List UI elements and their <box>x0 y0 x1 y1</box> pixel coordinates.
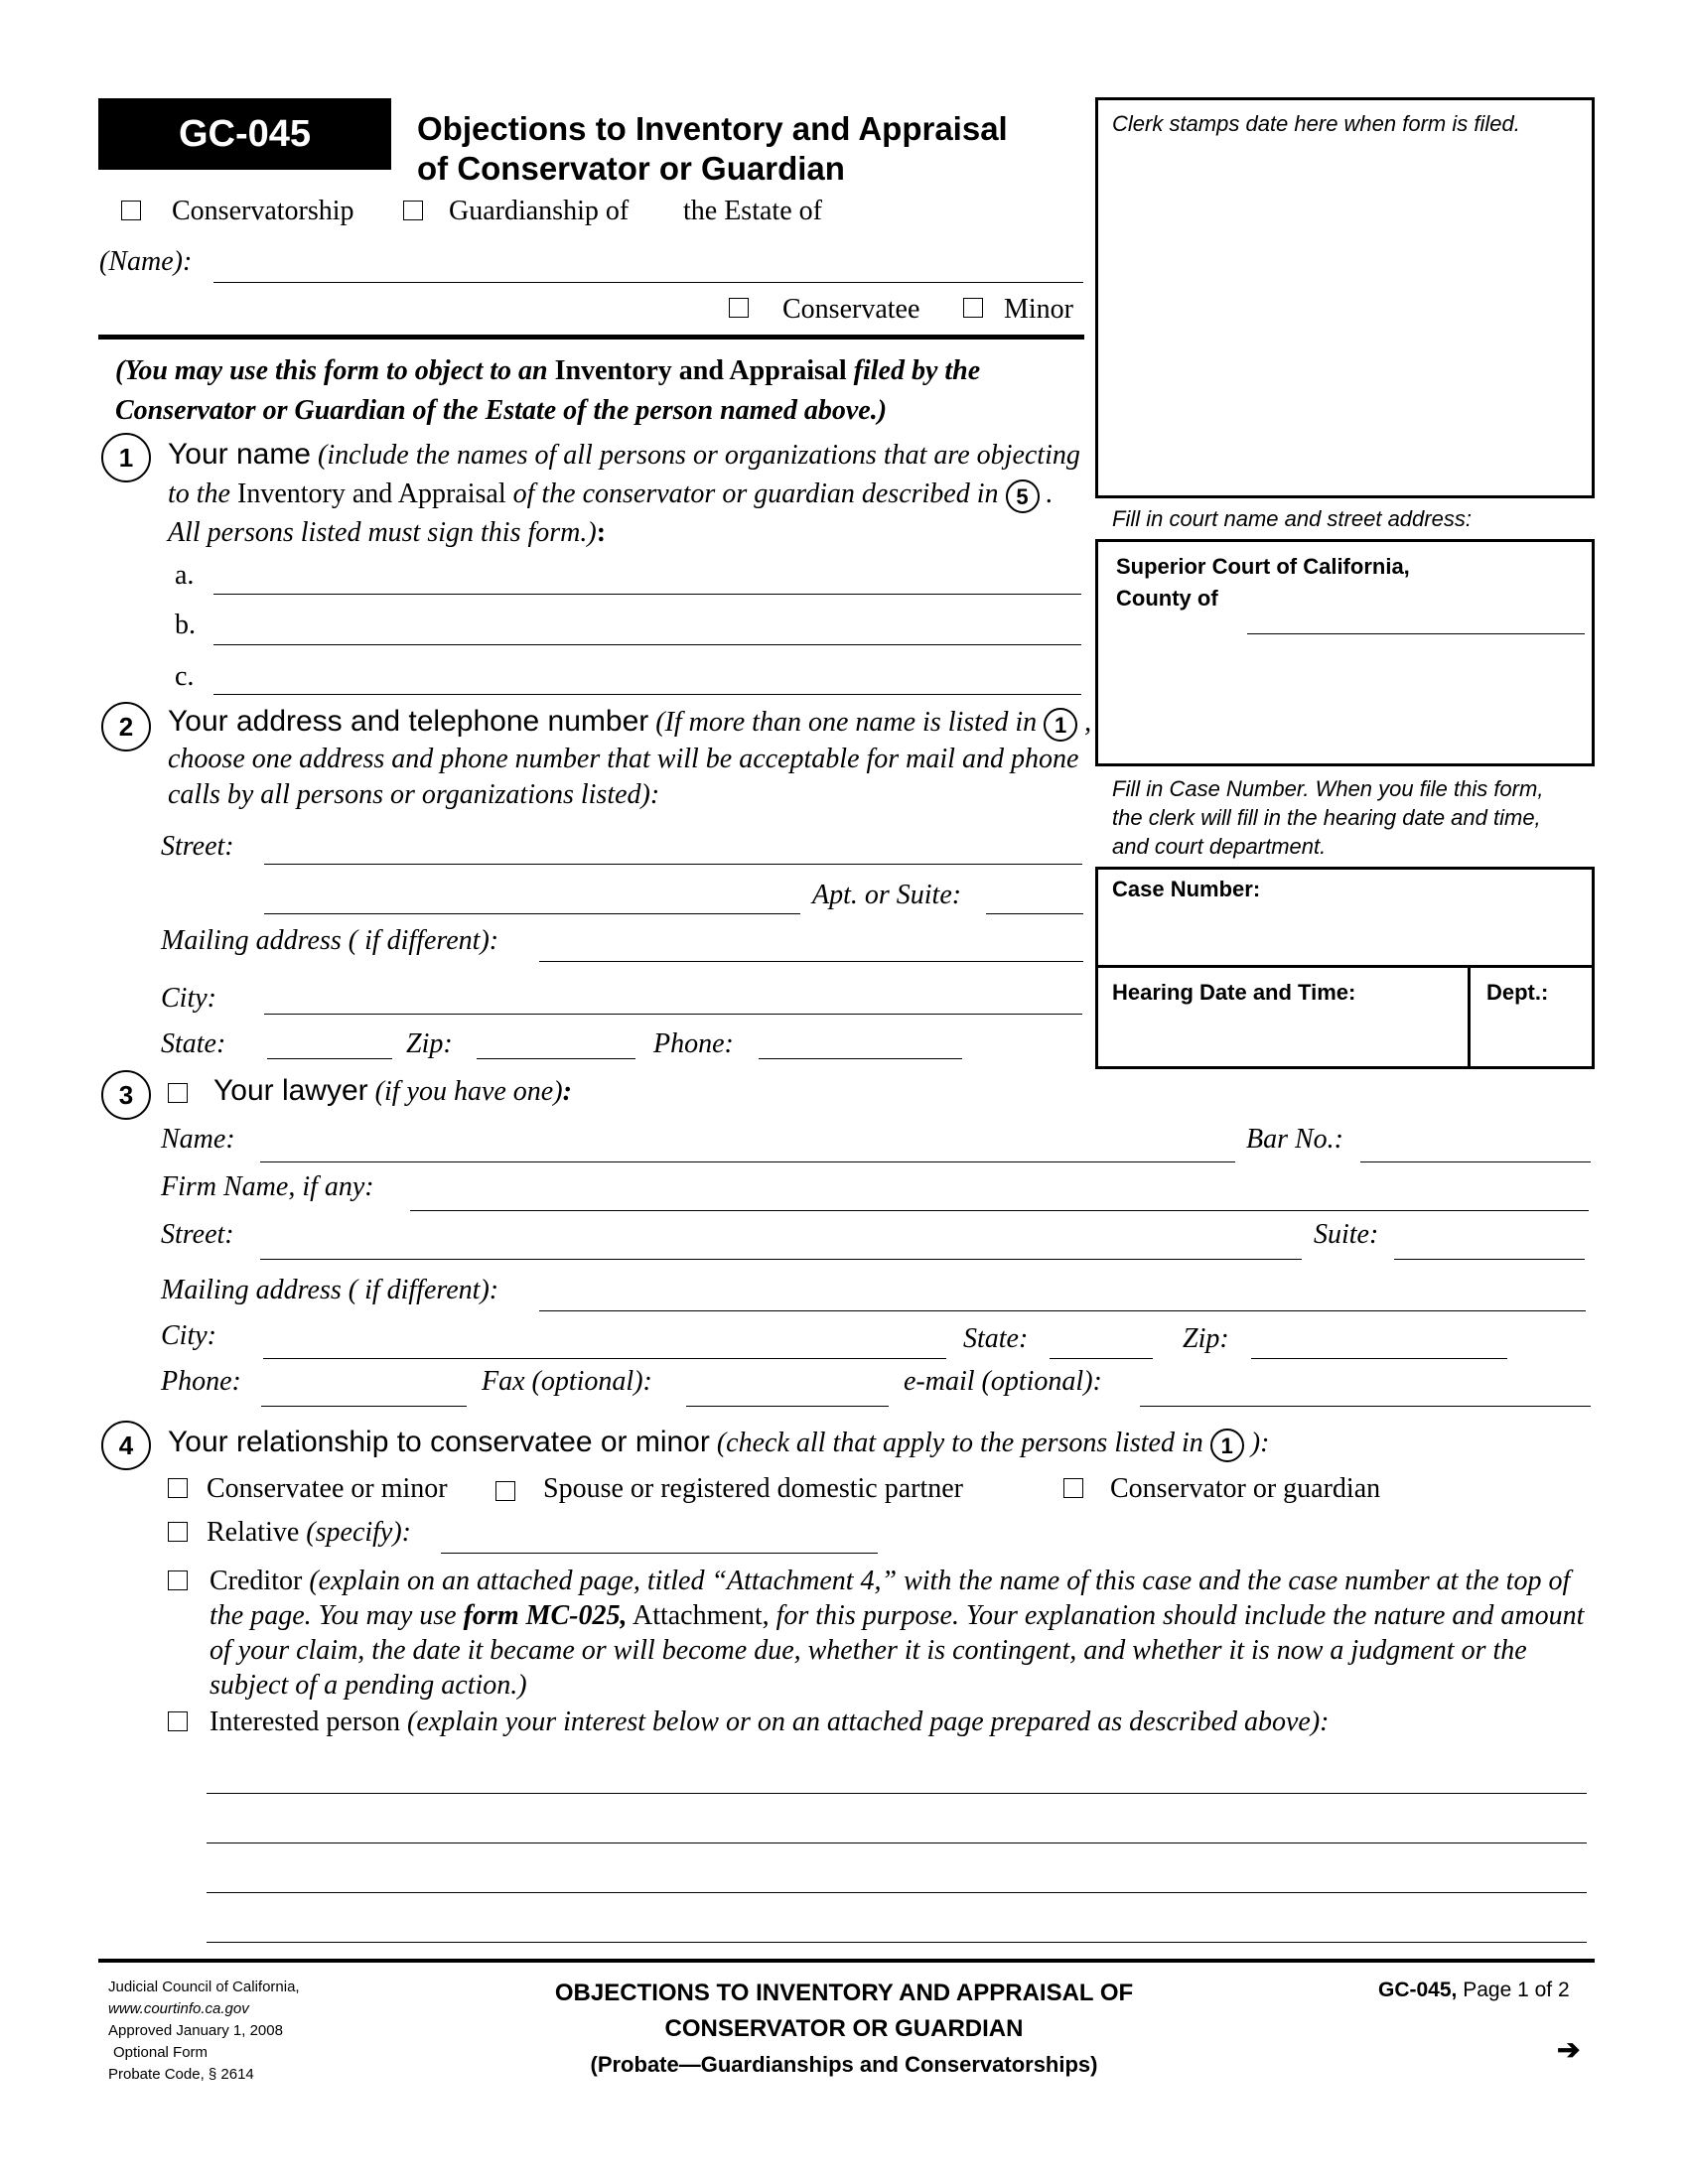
section-2-text <box>168 704 1096 813</box>
creditor-label: Creditor <box>210 1566 303 1596</box>
suite-line[interactable] <box>1394 1259 1585 1260</box>
section-1-text <box>168 435 1081 552</box>
case-number-label: Case Number: <box>1112 877 1261 901</box>
fill-court-note: Fill in court name and street address: <box>1112 506 1472 531</box>
street-label: Street: <box>161 831 234 862</box>
section-4-instructions-1: (check all that apply to the persons listed in <box>709 1428 1210 1458</box>
intro-part1: (You may use this form to object to an <box>115 355 555 386</box>
mailing-line[interactable] <box>539 961 1083 962</box>
footer-website: www.courtinfo.ca.gov <box>108 2000 249 2017</box>
creditor-instructions-2: for this purpose. Your explanation should include the nature and amount of your claim, the date it became or will become due, whether it is contingent, and whether it is now a judgment or the subject of a pending action.) <box>210 1600 1585 1701</box>
section-2-instructions-2: , choose one address and phone number that will be acceptable for mail and phone calls by all persons or organizations listed): <box>168 707 1092 810</box>
form-id-badge: GC-045 <box>98 98 391 170</box>
creditor-instructions-1: (explain on an attached page, titled “Attachment 4,” with the name of this case and the case number at the top of the page. You may use <box>210 1566 1571 1631</box>
header-divider <box>98 335 1084 340</box>
section-2-number: 2 <box>101 702 151 751</box>
clerk-stamp-note: Clerk stamps date here when form is filed. <box>1112 111 1520 136</box>
zip-line[interactable] <box>477 1058 635 1059</box>
section-1-number: 1 <box>101 433 151 482</box>
court-name-line2: County of <box>1116 586 1218 611</box>
conservator-or-guardian-label: Conservator or guardian <box>1110 1473 1381 1504</box>
relative-line[interactable] <box>441 1553 878 1554</box>
section-1-title: Your name <box>168 438 311 471</box>
footer-title-2: CONSERVATOR OR GUARDIAN <box>664 2015 1024 2042</box>
footer-left <box>108 1977 300 2086</box>
lawyer-checkbox[interactable] <box>168 1083 188 1103</box>
conservator-or-guardian-checkbox[interactable] <box>1063 1478 1083 1498</box>
footer-form-id: GC-045, <box>1378 1979 1458 2001</box>
city-label: City: <box>161 983 216 1014</box>
intro-part3: filed by the Conservator or Guardian of the Estate of the person named above.) <box>115 355 981 426</box>
name-b-line[interactable] <box>213 644 1081 645</box>
section-1-instructions-2: Inventory and Appraisal <box>237 478 513 509</box>
conservatee-or-minor-label: Conservatee or minor <box>207 1473 448 1504</box>
hearing-label: Hearing Date and Time: <box>1112 980 1356 1005</box>
lawyer-state-line[interactable] <box>1050 1358 1153 1359</box>
creditor-form-ref: form MC-025, <box>463 1600 628 1631</box>
lawyer-name-line[interactable] <box>260 1161 1235 1162</box>
name-line[interactable] <box>213 282 1083 283</box>
section-2-instructions-1: (If more than one name is listed in <box>648 707 1045 738</box>
phone-line[interactable] <box>759 1058 962 1059</box>
fax-label: Fax (optional): <box>482 1366 652 1397</box>
section-3-text <box>213 1074 572 1108</box>
interested-person-checkbox[interactable] <box>168 1711 188 1731</box>
lawyer-mailing-label: Mailing address ( if different): <box>161 1275 499 1305</box>
conservatorship-label: Conservatorship <box>172 196 354 226</box>
intro-part2: Inventory and Appraisal <box>554 355 854 386</box>
footer-title-3: (Probate—Guardianships and Conservatorships) <box>590 2052 1098 2077</box>
section-5-ref: 5 <box>1006 479 1040 513</box>
interested-instructions: (explain your interest below or on an attached page prepared as described above): <box>400 1706 1330 1737</box>
footer-center <box>447 1976 1241 2083</box>
fax-line[interactable] <box>686 1406 889 1407</box>
interested-text <box>210 1706 1330 1738</box>
mailing-label: Mailing address ( if different): <box>161 925 499 956</box>
firm-line[interactable] <box>410 1210 1589 1211</box>
name-b-label: b. <box>175 610 196 640</box>
bar-no-line[interactable] <box>1360 1161 1591 1162</box>
form-title-line2: of Conservator or Guardian <box>417 150 845 187</box>
name-label: (Name): <box>99 246 193 277</box>
section-3-number: 3 <box>101 1070 151 1120</box>
footer-approved: Approved January 1, 2008 <box>108 2022 283 2039</box>
footer-optional: Optional Form <box>113 2044 209 2061</box>
creditor-attachment: Attachment, <box>627 1600 770 1631</box>
email-label: e-mail (optional): <box>904 1366 1102 1397</box>
conservatee-label: Conservatee <box>782 294 920 325</box>
spouse-label: Spouse or registered domestic partner <box>543 1473 963 1504</box>
footer-page-number: Page 1 of 2 <box>1457 1979 1570 2001</box>
interest-line-3[interactable] <box>207 1892 1587 1893</box>
relative-checkbox[interactable] <box>168 1522 188 1542</box>
apt-label: Apt. or Suite: <box>812 880 962 910</box>
email-line[interactable] <box>1140 1406 1591 1407</box>
section-4-instructions-2: ): <box>1243 1428 1270 1458</box>
lawyer-state-label: State: <box>963 1323 1029 1354</box>
form-title-line1: Objections to Inventory and Appraisal <box>417 110 1008 147</box>
conservatee-checkbox[interactable] <box>729 298 749 318</box>
phone-label: Phone: <box>653 1028 734 1059</box>
suite-label: Suite: <box>1314 1219 1379 1250</box>
minor-label: Minor <box>1004 294 1073 325</box>
relative-text <box>207 1517 411 1549</box>
section-1-ref-2: 1 <box>1210 1429 1244 1462</box>
name-a-line[interactable] <box>213 594 1081 595</box>
section-1-instructions-3: of the conservator or guardian described in <box>512 478 1006 509</box>
section-3-colon: : <box>562 1076 572 1107</box>
section-1-colon: : <box>596 517 607 548</box>
lawyer-phone-label: Phone: <box>161 1366 241 1397</box>
creditor-checkbox[interactable] <box>168 1570 188 1590</box>
city-line[interactable] <box>264 1014 1082 1015</box>
name-a-label: a. <box>175 560 195 591</box>
section-1-instructions-4: . All persons listed must sign this form.) <box>168 478 1054 548</box>
name-c-line[interactable] <box>213 694 1081 695</box>
minor-checkbox[interactable] <box>963 298 983 318</box>
estate-of-label: the Estate of <box>683 196 822 226</box>
section-3-instructions: (if you have one) <box>367 1076 563 1107</box>
street-line[interactable] <box>264 864 1082 865</box>
conservatee-or-minor-checkbox[interactable] <box>168 1478 188 1498</box>
guardianship-checkbox[interactable] <box>403 201 423 220</box>
intro-text <box>115 351 1088 431</box>
lawyer-name-label: Name: <box>161 1124 235 1155</box>
footer-council: Judicial Council of California, <box>108 1979 300 1995</box>
relative-specify: (specify): <box>299 1517 412 1548</box>
interest-line-4[interactable] <box>207 1942 1587 1943</box>
court-name-line1: Superior Court of California, <box>1116 554 1410 579</box>
section-3-title: Your lawyer <box>213 1074 368 1107</box>
creditor-text <box>210 1564 1595 1703</box>
next-page-arrow-icon[interactable]: ➔ <box>1557 2034 1581 2065</box>
lawyer-street-line[interactable] <box>260 1259 1302 1260</box>
fill-case-note: Fill in Case Number. When you file this form, the clerk will fill in the hearing date and time, and court department. <box>1112 776 1544 859</box>
name-c-label: c. <box>175 661 195 692</box>
firm-label: Firm Name, if any: <box>161 1171 374 1202</box>
dept-divider <box>1468 965 1471 1069</box>
lawyer-zip-line[interactable] <box>1251 1358 1507 1359</box>
footer-divider <box>98 1959 1595 1963</box>
relative-label: Relative <box>207 1517 300 1548</box>
section-4-title: Your relationship to conservatee or minor <box>168 1426 710 1458</box>
zip-label: Zip: <box>406 1028 453 1059</box>
lawyer-zip-label: Zip: <box>1183 1323 1229 1354</box>
lawyer-street-label: Street: <box>161 1219 234 1250</box>
county-line[interactable] <box>1247 633 1585 634</box>
dept-label: Dept.: <box>1486 980 1549 1005</box>
interested-label: Interested person <box>210 1706 401 1737</box>
section-1-instructions-1: (include the names of all persons or organizations that are objecting to the <box>168 440 1080 509</box>
guardianship-label: Guardianship of <box>449 196 630 226</box>
state-label: State: <box>161 1028 226 1059</box>
section-4-number: 4 <box>101 1421 151 1470</box>
footer-page <box>1378 1979 1570 2002</box>
section-1-ref: 1 <box>1044 708 1077 742</box>
case-box-divider <box>1095 965 1595 968</box>
bar-no-label: Bar No.: <box>1246 1124 1343 1155</box>
lawyer-phone-line[interactable] <box>261 1406 467 1407</box>
spouse-checkbox[interactable] <box>495 1481 515 1501</box>
form-title <box>417 109 1008 189</box>
footer-probate-code: Probate Code, § 2614 <box>108 2066 254 2083</box>
lawyer-city-label: City: <box>161 1320 216 1351</box>
section-2-title: Your address and telephone number <box>168 705 649 738</box>
lawyer-mailing-line[interactable] <box>539 1310 1586 1311</box>
footer-title-1: OBJECTIONS TO INVENTORY AND APPRAISAL OF <box>554 1979 1134 2006</box>
conservatorship-checkbox[interactable] <box>121 201 141 220</box>
lawyer-city-line[interactable] <box>263 1358 946 1359</box>
interest-line-1[interactable] <box>207 1793 1587 1794</box>
apt-line[interactable] <box>986 913 1083 914</box>
section-4-text <box>168 1426 1269 1462</box>
clerk-stamp-box[interactable] <box>1095 97 1595 498</box>
street-line-2[interactable] <box>264 913 800 914</box>
state-line[interactable] <box>267 1058 392 1059</box>
